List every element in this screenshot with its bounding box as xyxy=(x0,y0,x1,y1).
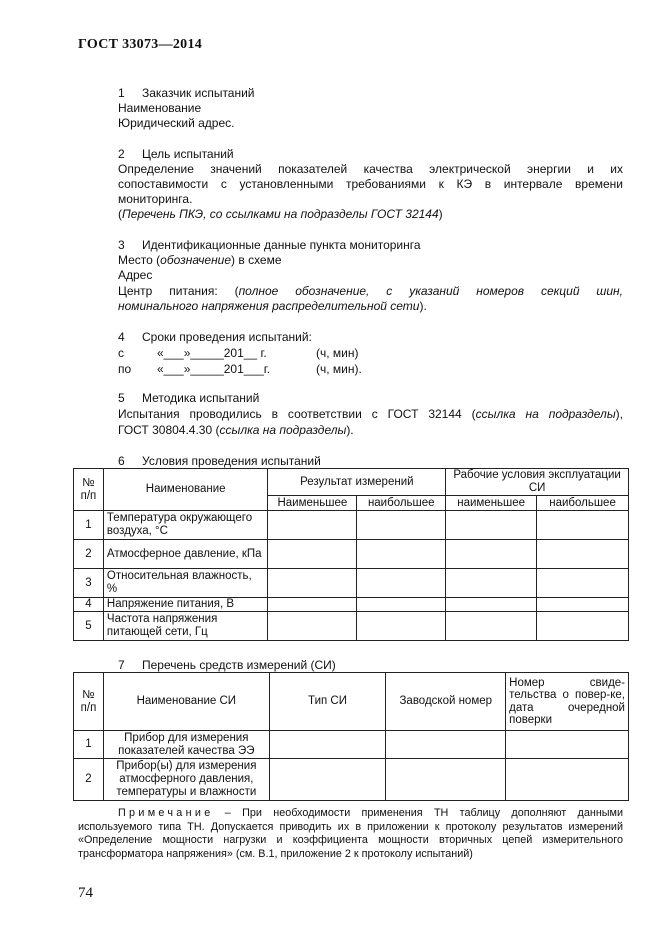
table-cell xyxy=(268,540,357,569)
section-5-title: 5 Методика испытаний xyxy=(118,391,260,405)
table-cell xyxy=(446,540,537,569)
table-cell xyxy=(386,759,506,801)
section-1-title: 1 Заказчик испытаний xyxy=(118,86,255,100)
table-cell xyxy=(446,598,537,612)
table-cell xyxy=(357,540,446,569)
note-line-4: трансформатора напряжения» (см. В.1, приложение 2 к протоколу испытаний) xyxy=(78,847,473,860)
table-row xyxy=(74,612,629,641)
table-cell xyxy=(506,731,629,759)
footnote xyxy=(78,807,623,861)
purpose-line-2: сопоставимости с установленными требованиями к КЭ в интервале времени xyxy=(118,177,623,191)
table-cell xyxy=(537,598,629,612)
t1-header-min-1: Наименьшее xyxy=(268,496,357,511)
purpose-line-1: Определение значений показателей качества электрической энергии и их xyxy=(118,162,623,176)
table-cell xyxy=(268,569,357,598)
table-cell xyxy=(357,612,446,641)
t2-header-name: Наименование СИ xyxy=(103,673,269,731)
table-cell xyxy=(357,598,446,612)
customer-address-label: Юридический адрес. xyxy=(118,116,235,130)
purpose-line-3: мониторинга. xyxy=(118,192,193,206)
table-cell xyxy=(386,731,506,759)
test-conditions-table xyxy=(73,468,629,641)
table-cell xyxy=(537,569,629,598)
purpose-note: (Перечень ПКЭ, со ссылками на подразделы ГОСТ 32144) xyxy=(118,207,443,221)
table-cell xyxy=(446,511,537,540)
row-number: 3 xyxy=(74,569,104,598)
t1-header-num: № п/п xyxy=(74,469,104,511)
t1-header-name: Наименование xyxy=(103,469,267,511)
table-cell xyxy=(506,759,629,801)
date-to-value: «___»_____201___г. xyxy=(157,362,271,376)
power-center-line-2: номинального напряжения распределительной сети). xyxy=(118,299,427,313)
table-row xyxy=(74,731,629,759)
table-cell xyxy=(268,612,357,641)
row-name: Прибор для измерения показателей качества ЭЭ xyxy=(103,731,269,759)
method-line-2: ГОСТ 30804.4.30 (ссылка на подразделы). xyxy=(118,423,354,437)
table-cell xyxy=(537,511,629,540)
section-2-title: 2 Цель испытаний xyxy=(118,147,234,161)
table-cell xyxy=(446,569,537,598)
table-cell xyxy=(357,569,446,598)
table-row xyxy=(74,759,629,801)
row-name: Температура окружающего воздуха, °С xyxy=(103,511,267,540)
page-number: 74 xyxy=(78,885,93,901)
measuring-instruments-table xyxy=(73,672,629,801)
table-cell xyxy=(268,511,357,540)
table-row xyxy=(74,511,629,540)
table-row xyxy=(74,598,629,612)
row-name: Относительная влажность, % xyxy=(103,569,267,598)
date-from-prefix: с xyxy=(118,346,124,360)
row-name: Частота напряжения питающей сети, Гц xyxy=(103,612,267,641)
date-from-value: «___»_____201__ г. xyxy=(157,346,267,360)
location-line: Место (обозначение) в схеме xyxy=(118,253,282,267)
date-to-prefix: по xyxy=(118,362,132,376)
t1-header-work-conditions: Рабочие условия эксплуатации СИ xyxy=(446,469,629,496)
row-name: Прибор(ы) для измерения атмосферного давления, температуры и влажности xyxy=(103,759,269,801)
section-4-title: 4 Сроки проведения испытаний: xyxy=(118,330,312,344)
row-number: 5 xyxy=(74,612,104,641)
note-line-3: «Определение мощности нагрузки и коэффициента мощности вторичных цепей измерительного xyxy=(78,834,623,846)
t1-header-result: Результат измерений xyxy=(268,469,446,496)
t2-header-certificate: Номер свиде-тельства о повер-ке, дата очередной поверки xyxy=(506,673,629,731)
table-row xyxy=(74,569,629,598)
customer-name-label: Наименование xyxy=(118,101,202,115)
table-cell xyxy=(537,612,629,641)
address-label: Адрес xyxy=(118,268,153,282)
table-cell xyxy=(446,612,537,641)
row-number: 2 xyxy=(74,540,104,569)
row-name: Напряжение питания, В xyxy=(103,598,267,612)
row-number: 2 xyxy=(74,759,104,801)
table-cell xyxy=(268,598,357,612)
method-line-1: Испытания проводились в соответствии с ГОСТ 32144 (ссылка на подразделы), xyxy=(118,407,623,421)
t1-header-max-2: наибольшее xyxy=(537,496,629,511)
table-cell xyxy=(357,511,446,540)
note-label: Примечание xyxy=(118,807,214,819)
t1-header-max-1: наибольшее xyxy=(357,496,446,511)
row-number: 1 xyxy=(74,511,104,540)
section-7-title: 7 Перечень средств измерений (СИ) xyxy=(118,658,336,672)
t1-header-min-2: наименьшее xyxy=(446,496,537,511)
t2-header-serial: Заводской номер xyxy=(386,673,506,731)
table-cell xyxy=(269,759,386,801)
t2-header-type: Тип СИ xyxy=(269,673,386,731)
date-from-time: (ч, мин) xyxy=(316,346,359,360)
date-to-time: (ч, мин). xyxy=(316,362,362,376)
table-cell xyxy=(269,731,386,759)
table-cell xyxy=(537,540,629,569)
section-6-title: 6 Условия проведения испытаний xyxy=(118,454,321,468)
document-header: ГОСТ 33073—2014 xyxy=(78,37,203,52)
power-center-line-1: Центр питания: (полное обозначение, с указаний номеров секций шин, xyxy=(118,284,623,298)
row-number: 1 xyxy=(74,731,104,759)
t2-header-num: № п/п xyxy=(74,673,104,731)
table-row xyxy=(74,540,629,569)
note-line-2: используемого типа ТН. Допускается приводить их в приложении к протоколу результатов измерений xyxy=(78,820,623,833)
row-name: Атмосферное давление, кПа xyxy=(103,540,267,569)
row-number: 4 xyxy=(74,598,104,612)
section-3-title: 3 Идентификационные данные пункта мониторинга xyxy=(118,238,421,252)
note-line-1: Примечание – При необходимости применения ТН таблицу дополняют данными xyxy=(118,807,624,819)
